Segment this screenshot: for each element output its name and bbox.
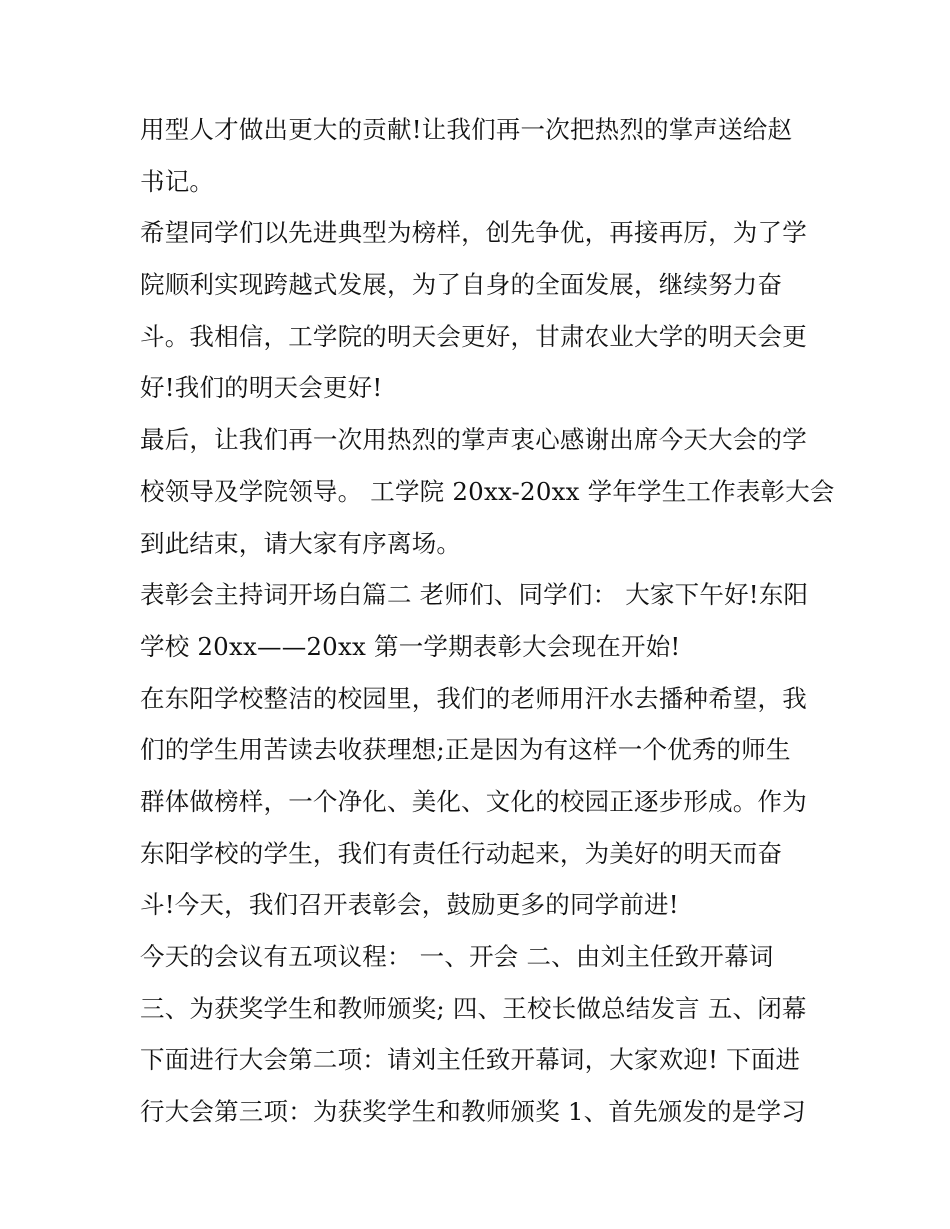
text-line: 希望同学们以先进典型为榜样，创先争优，再接再厉，为了学 <box>140 218 807 248</box>
text-line: 斗。我相信，工学院的明天会更好，甘肃农业大学的明天会更 <box>140 321 807 351</box>
text-line: 们的学生用苦读去收获理想;正是因为有这样一个优秀的师生 <box>140 735 791 765</box>
text-line: 最后，让我们再一次用热烈的掌声衷心感谢出席今天大会的学 <box>140 425 807 455</box>
text-line: 用型人才做出更大的贡献!让我们再一次把热烈的掌声送给赵 <box>140 115 793 144</box>
text-line: 院顺利实现跨越式发展，为了自身的全面发展，继续努力奋 <box>140 270 783 300</box>
text-line: 到此结束，请大家有序离场。 <box>140 528 462 558</box>
text-line: 行大会第三项：为获奖学生和教师颁奖 1、首先颁发的是学习 <box>140 1097 806 1127</box>
text-line: 今天的会议有五项议程： 一、开会 二、由刘主任致开幕词 <box>140 942 774 971</box>
text-line: 学校 20xx——20xx 第一学期表彰大会现在开始! <box>140 631 681 661</box>
text-line: 群体做榜样，一个净化、美化、文化的校园正逐步形成。作为 <box>140 786 807 816</box>
document-body <box>140 104 835 1138</box>
text-line: 校领导及学院领导。 工学院 20xx-20xx 学年学生工作表彰大会 <box>140 476 835 506</box>
text-line: 表彰会主持词开场白篇二 老师们、同学们： 大家下午好!东阳 <box>140 580 809 610</box>
text-line: 好!我们的明天会更好! <box>140 373 383 403</box>
text-line: 下面进行大会第二项：请刘主任致开幕词，大家欢迎! 下面进 <box>140 1045 801 1075</box>
text-line: 在东阳学校整洁的校园里，我们的老师用汗水去播种希望，我 <box>140 683 807 713</box>
text-line: 三、为获奖学生和教师颁奖; 四、王校长做总结发言 五、闭幕 <box>140 993 807 1023</box>
text-line: 斗!今天，我们召开表彰会，鼓励更多的同学前进! <box>140 890 679 920</box>
text-line: 书记。 <box>140 166 215 196</box>
text-line: 东阳学校的学生，我们有责任行动起来，为美好的明天而奋 <box>140 838 783 868</box>
